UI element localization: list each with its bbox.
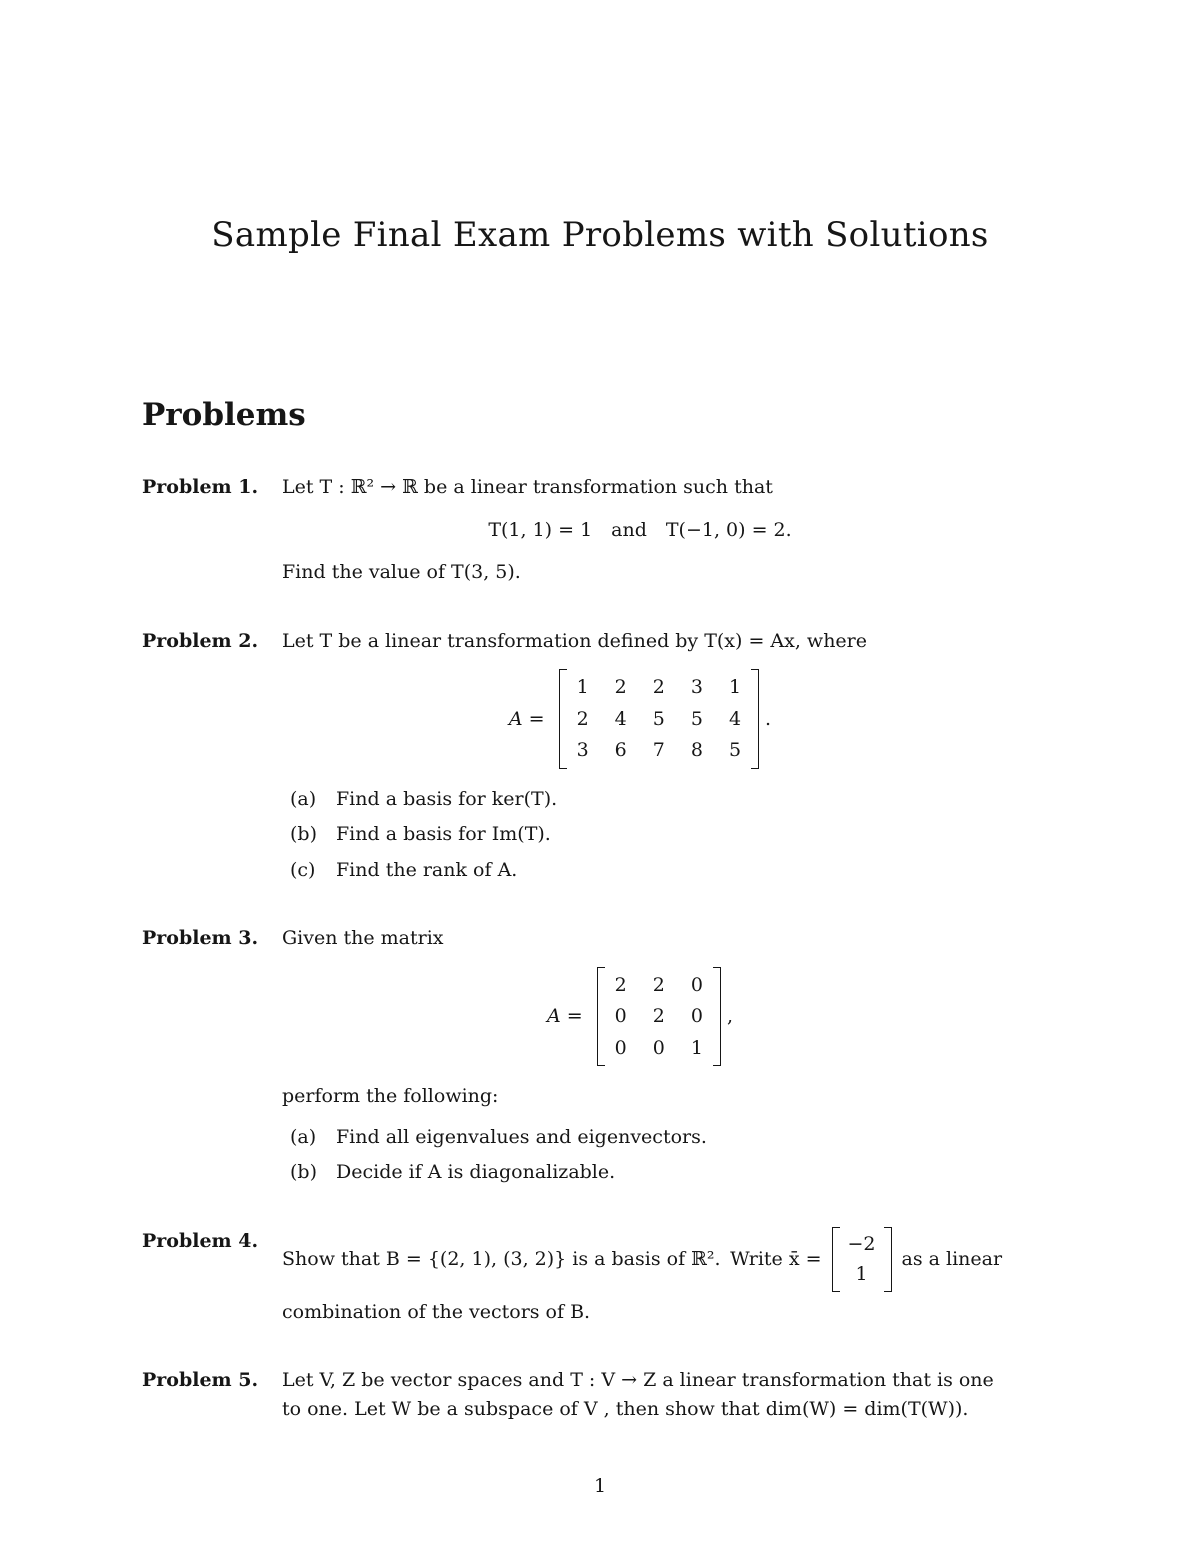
matrix-cell: 0 [614, 1005, 627, 1027]
problem-3-items [282, 1123, 1058, 1187]
problem-3-label: Problem 3. [142, 927, 259, 949]
problem-5-body [282, 1366, 1058, 1423]
matrix-cell: 2 [576, 707, 589, 730]
problem-3-body [282, 924, 1058, 1187]
right-bracket [751, 669, 759, 769]
problem-5-label: Problem 5. [142, 1369, 259, 1391]
item-text: Find all eigenvalues and eigenvectors. [336, 1125, 707, 1148]
problem-1-intro: Let T : ℝ² → ℝ be a linear transformation such that [282, 476, 773, 498]
matrix-suffix: . [765, 707, 772, 730]
problem-1-body [282, 473, 1058, 587]
item-text: Find the rank of A. [336, 858, 518, 881]
problem-2-matrix-equation [282, 669, 998, 769]
matrix-lhs: A = [508, 707, 545, 730]
matrix-cell: 0 [614, 1036, 627, 1059]
matrix-cell: 4 [614, 707, 627, 730]
matrix-cell: 5 [652, 707, 665, 730]
matrix-cell: 2 [614, 973, 627, 996]
left-bracket [597, 967, 605, 1067]
list-item [282, 1123, 1058, 1152]
problem-3-outro: perform the following: [282, 1085, 499, 1107]
matrix-cell: 2 [614, 676, 627, 698]
problem-3 [142, 924, 1058, 1187]
right-bracket [713, 967, 721, 1067]
problem-1-outro: Find the value of T(3, 5). [282, 561, 521, 583]
matrix-lhs: A = [546, 1005, 583, 1027]
item-label: (a) [290, 1125, 317, 1148]
document-title: Sample Final Exam Problems with Solutions [211, 215, 989, 255]
page-number: 1 [593, 1475, 607, 1497]
matrix-cell: 1 [728, 676, 742, 698]
problem-5 [142, 1366, 1058, 1423]
matrix-grid [605, 967, 713, 1067]
matrix-suffix: , [726, 1005, 733, 1027]
matrix-cell: 6 [614, 739, 627, 761]
problem-4-intro: Show that B = {(2, 1), (3, 2)} is a basis of ℝ². Write x̄ = [282, 1247, 822, 1270]
problem-5-line-1: Let V, Z be vector spaces and T : V → Z a linear transformation that is one [282, 1369, 994, 1391]
problem-2-body [282, 627, 1058, 885]
problem-3-intro: Given the matrix [282, 927, 444, 949]
matrix-cell: 1 [855, 1263, 868, 1285]
left-bracket [832, 1227, 840, 1292]
item-text: Decide if A is diagonalizable. [336, 1161, 616, 1183]
matrix-cell: 1 [690, 1036, 703, 1059]
vector-x [832, 1227, 892, 1292]
problem-4 [142, 1227, 1058, 1327]
problem-1-equation: T(1, 1) = 1 and T(−1, 0) = 2. [488, 518, 792, 541]
matrix-cell: 1 [576, 676, 589, 698]
list-item [282, 1158, 1058, 1187]
item-label: (c) [290, 858, 316, 881]
problem-4-label: Problem 4. [142, 1229, 259, 1252]
matrix-cell: −2 [847, 1232, 876, 1255]
matrix-cell: 0 [690, 1005, 703, 1027]
list-item [282, 785, 1058, 814]
problem-2-items [282, 785, 1058, 885]
problem-4-line-2: combination of the vectors of B. [282, 1300, 591, 1323]
matrix-cell: 5 [728, 739, 742, 761]
matrix-cell: 0 [652, 1036, 665, 1059]
matrix-cell: 2 [652, 676, 665, 698]
left-bracket [559, 669, 567, 769]
matrix-cell: 7 [652, 739, 665, 761]
problem-1 [142, 473, 1058, 587]
list-item [282, 856, 1058, 885]
matrix-cell: 0 [690, 973, 703, 996]
matrix-a [559, 669, 759, 769]
problem-3-matrix-equation [282, 967, 998, 1067]
item-text: Find a basis for Im(T). [336, 823, 551, 845]
matrix-cell: 8 [690, 739, 703, 761]
problem-2 [142, 627, 1058, 885]
matrix-cell: 2 [652, 1005, 665, 1027]
item-label: (b) [290, 1161, 317, 1183]
list-item [282, 820, 1058, 849]
problems-section-heading: Problems [142, 397, 306, 433]
matrix-cell: 3 [690, 676, 703, 698]
problem-1-label: Problem 1. [142, 476, 259, 498]
problem-4-outro: as a linear [901, 1247, 1003, 1270]
problem-2-label: Problem 2. [142, 629, 259, 652]
item-label: (b) [290, 823, 317, 845]
matrix-a [597, 967, 721, 1067]
problem-5-line-2: to one. Let W be a subspace of V , then show that dim(W) = dim(T(W)). [282, 1397, 969, 1420]
problem-4-line-1 [282, 1227, 1058, 1292]
matrix-cell: 2 [652, 973, 665, 996]
matrix-grid [567, 669, 751, 769]
matrix-cell: 3 [576, 739, 589, 761]
item-label: (a) [290, 787, 317, 810]
vector-grid [840, 1227, 884, 1292]
problem-4-body [282, 1227, 1058, 1327]
right-bracket [884, 1227, 892, 1292]
item-text: Find a basis for ker(T). [336, 787, 558, 810]
problem-2-intro: Let T be a linear transformation defined by T(x) = Ax, where [282, 629, 868, 652]
matrix-cell: 5 [690, 707, 703, 730]
matrix-cell: 4 [728, 707, 742, 730]
